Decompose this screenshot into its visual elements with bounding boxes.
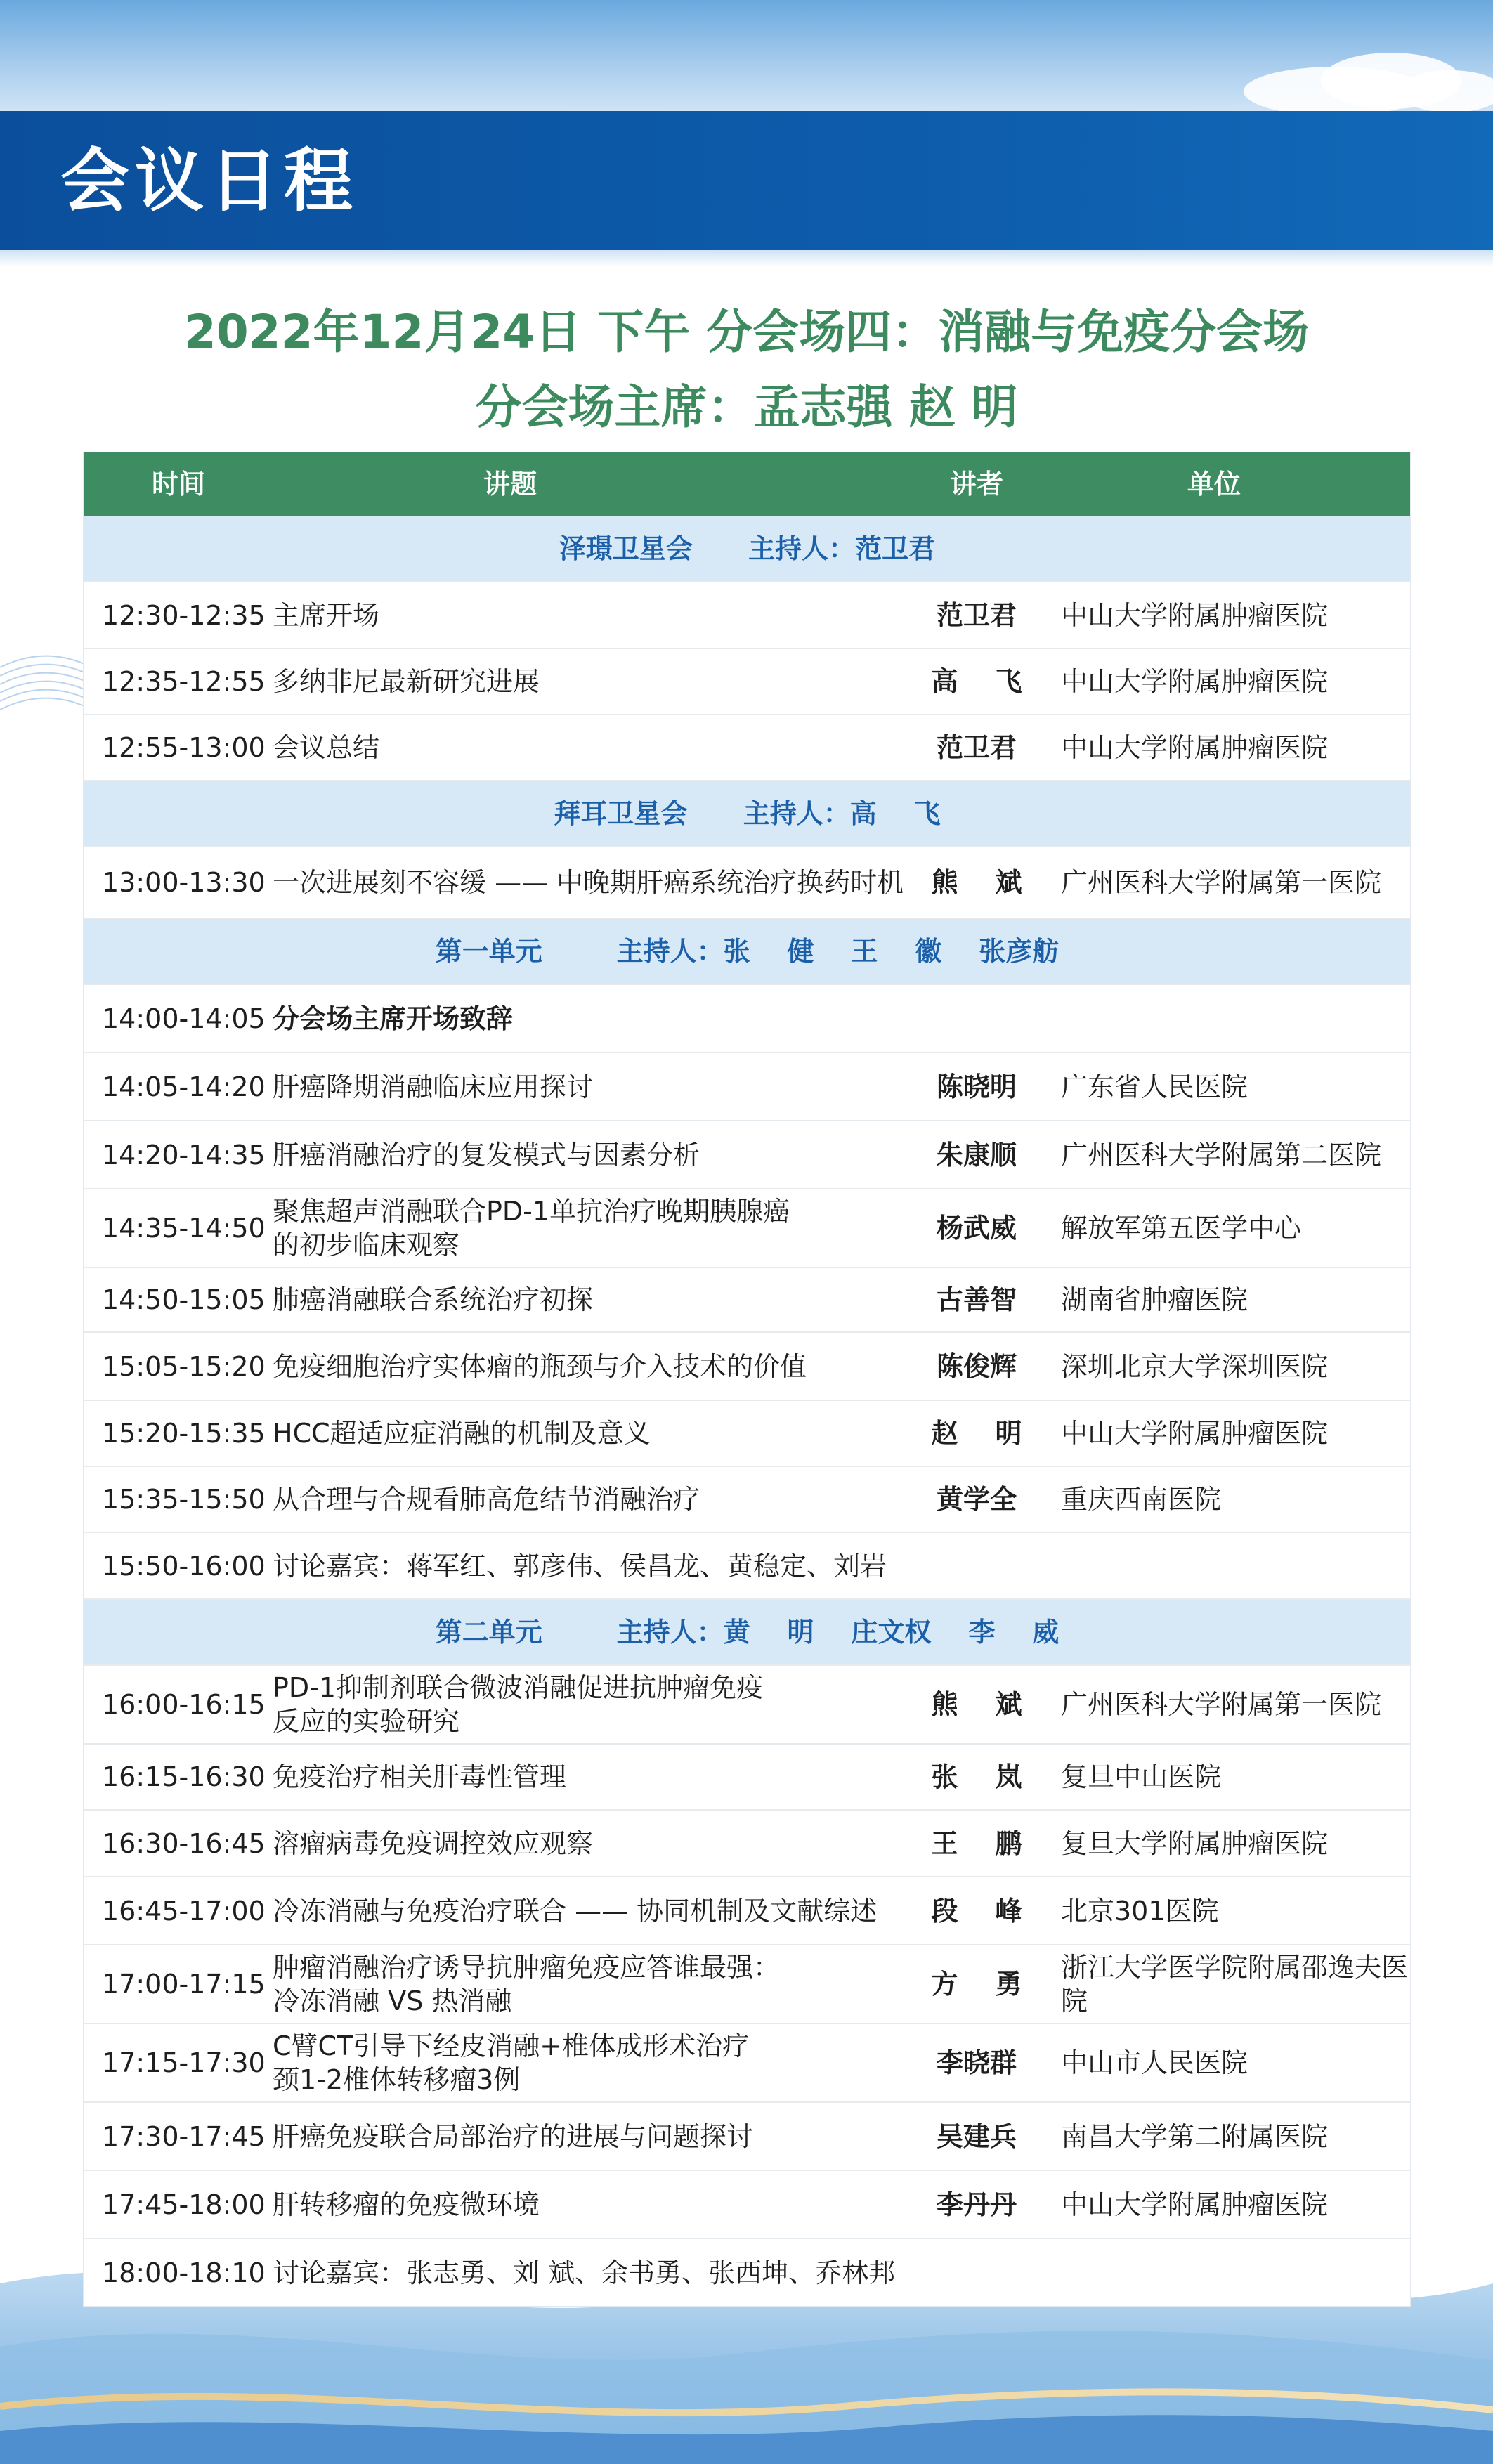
speaker-cell: 王 鹏 (931, 1827, 1022, 1859)
table-row (84, 1533, 1410, 1600)
topic-cell: 分会场主席开场致辞 (273, 1003, 514, 1034)
speaker-cell: 段 峰 (931, 1895, 1022, 1927)
time-cell: 15:20-15:35 (102, 1418, 266, 1449)
speaker-cell: 熊 斌 (931, 867, 1022, 898)
title-bar-shadow (0, 250, 1493, 267)
table-row (84, 2239, 1410, 2307)
time-cell: 15:50-16:00 (102, 1550, 266, 1582)
topic-cell: 肝癌降期消融临床应用探讨 (273, 1071, 594, 1102)
speaker-cell: 张 岚 (931, 1761, 1022, 1792)
topic-cell: 讨论嘉宾：张志勇、刘 斌、余书勇、张西坤、乔林邦 (273, 2257, 896, 2288)
table-row (84, 715, 1410, 781)
column-header-unit: 单位 (1187, 469, 1241, 500)
topic-cell: 讨论嘉宾：蒋军红、郭彦伟、侯昌龙、黄稳定、刘岩 (273, 1550, 887, 1582)
table-row (84, 2024, 1410, 2103)
speaker-cell: 高 飞 (931, 666, 1022, 697)
topic-cell: 会议总结 (273, 732, 380, 763)
unit-cell: 广州医科大学附属第二医院 (1061, 1139, 1382, 1171)
unit-cell: 广州医科大学附属第一医院 (1061, 1689, 1382, 1720)
speaker-cell: 陈俊辉 (936, 1350, 1017, 1382)
unit-cell: 广州医科大学附属第一医院 (1061, 867, 1382, 898)
topic-line: 颈1-2椎体转移瘤3例 (273, 2064, 521, 2095)
table-row (84, 1811, 1410, 1877)
speaker-cell: 范卫君 (936, 599, 1017, 631)
table-row (84, 1467, 1410, 1533)
table-row (84, 985, 1410, 1053)
topic-cell (273, 2029, 913, 2097)
section-label: 第一单元 主持人：张 健 王 徽 张彦舫 (435, 936, 1060, 967)
unit-cell: 深圳北京大学深圳医院 (1061, 1350, 1329, 1382)
table-row (84, 1945, 1410, 2024)
unit-cell: 广东省人民医院 (1061, 1071, 1248, 1102)
column-header-label: 时间 (151, 469, 205, 500)
topic-cell: 肺癌消融联合系统治疗初探 (273, 1284, 594, 1315)
unit-cell: 湖南省肿瘤医院 (1061, 1284, 1248, 1315)
table-row (84, 1053, 1410, 1121)
topic-cell (273, 1950, 913, 2018)
unit-cell: 中山大学附属肿瘤医院 (1061, 732, 1329, 763)
time-cell: 16:15-16:30 (102, 1761, 266, 1792)
topic-line: 的初步临床观察 (273, 1230, 460, 1260)
speaker-cell: 吴建兵 (936, 2120, 1017, 2152)
table-header (84, 452, 1410, 516)
time-cell: 15:05-15:20 (102, 1350, 266, 1382)
topic-cell: 肝癌消融治疗的复发模式与因素分析 (273, 1139, 700, 1171)
table-row (84, 847, 1410, 919)
unit-cell: 南昌大学第二附属医院 (1061, 2120, 1329, 2152)
topic-cell: 多纳非尼最新研究进展 (273, 666, 540, 697)
time-cell: 17:15-17:30 (102, 2047, 266, 2078)
section-header (84, 781, 1410, 847)
table-row (84, 1333, 1410, 1401)
speaker-cell: 李晓群 (936, 2047, 1017, 2078)
speaker-cell: 赵 明 (931, 1418, 1022, 1449)
unit-cell: 中山大学附属肿瘤医院 (1061, 599, 1329, 631)
table-row (84, 582, 1410, 649)
sky-banner (0, 0, 1493, 119)
unit-cell: 中山大学附属肿瘤医院 (1061, 1418, 1329, 1449)
speaker-cell: 朱康顺 (936, 1139, 1017, 1171)
topic-cell: HCC超适应症消融的机制及意义 (273, 1418, 651, 1449)
time-cell: 17:00-17:15 (102, 1969, 266, 2000)
unit-cell: 中山大学附属肿瘤医院 (1061, 2189, 1329, 2220)
topic-cell: 肝癌免疫联合局部治疗的进展与问题探讨 (273, 2120, 754, 2152)
session-heading: 2022年12月24日 下午 分会场四：消融与免疫分会场 (183, 305, 1310, 359)
speaker-cell: 李丹丹 (936, 2189, 1017, 2220)
topic-cell: 主席开场 (273, 599, 380, 631)
column-header-speaker (913, 467, 1040, 501)
unit-cell: 中山市人民医院 (1061, 2047, 1248, 2078)
time-cell: 16:00-16:15 (102, 1689, 266, 1720)
speaker-cell: 范卫君 (936, 732, 1017, 763)
unit-cell: 重庆西南医院 (1061, 1484, 1222, 1515)
unit-cell: 浙江大学医学院附属邵逸夫医院 (1061, 1952, 1409, 2016)
page-title: 会议日程 (60, 141, 359, 221)
section-label: 拜耳卫星会 主持人：高 飞 (554, 798, 941, 829)
unit-cell: 解放军第五医学中心 (1061, 1213, 1302, 1244)
speaker-cell: 古善智 (936, 1284, 1017, 1315)
topic-cell: 免疫治疗相关肝毒性管理 (273, 1761, 567, 1792)
topic-cell: 溶瘤病毒免疫调控效应观察 (273, 1827, 594, 1859)
topic-cell: 从合理与合规看肺高危结节消融治疗 (273, 1484, 700, 1515)
table-row (84, 2103, 1410, 2171)
table-row (84, 1666, 1410, 1745)
topic-cell: 免疫细胞治疗实体瘤的瓶颈与介入技术的价值 (273, 1350, 807, 1382)
time-cell: 14:35-14:50 (102, 1213, 266, 1244)
unit-cell: 复旦大学附属肿瘤医院 (1061, 1827, 1329, 1859)
section-header (84, 1600, 1410, 1666)
topic-line: 反应的实验研究 (273, 1706, 460, 1737)
topic-line: C臂CT引导下经皮消融+椎体成形术治疗 (273, 2030, 750, 2061)
unit-cell: 中山大学附属肿瘤医院 (1061, 666, 1329, 697)
time-cell: 17:45-18:00 (102, 2189, 266, 2220)
table-row (84, 1745, 1410, 1811)
time-cell: 18:00-18:10 (102, 2257, 266, 2288)
speaker-cell: 熊 斌 (931, 1689, 1022, 1720)
time-cell: 17:30-17:45 (102, 2120, 266, 2152)
column-header-label: 讲者 (949, 469, 1003, 500)
table-row (84, 2171, 1410, 2239)
session-chairs: 分会场主席：孟志强 赵 明 (475, 380, 1018, 434)
table-row (84, 1877, 1410, 1945)
column-header-topic: 讲题 (483, 469, 537, 500)
topic-cell: 冷冻消融与免疫治疗联合 —— 协同机制及文献综述 (273, 1895, 878, 1927)
column-header-time (84, 467, 273, 501)
topic-line: 肿瘤消融治疗诱导抗肿瘤免疫应答谁最强： (273, 1952, 781, 1983)
topic-cell: 肝转移瘤的免疫微环境 (273, 2189, 540, 2220)
time-cell: 14:05-14:20 (102, 1071, 266, 1102)
speaker-cell: 黄学全 (936, 1484, 1017, 1515)
time-cell: 14:50-15:05 (102, 1284, 266, 1315)
section-header (84, 516, 1410, 582)
time-cell: 14:00-14:05 (102, 1003, 266, 1034)
table-row (84, 1268, 1410, 1333)
time-cell: 16:30-16:45 (102, 1827, 266, 1859)
speaker-cell: 方 勇 (931, 1969, 1022, 2000)
time-cell: 12:30-12:35 (102, 599, 266, 631)
table-row (84, 1189, 1410, 1268)
table-row (84, 1121, 1410, 1189)
section-header (84, 919, 1410, 985)
time-cell: 12:55-13:00 (102, 732, 266, 763)
unit-cell: 复旦中山医院 (1061, 1761, 1222, 1792)
time-cell: 15:35-15:50 (102, 1484, 266, 1515)
topic-cell (273, 1671, 913, 1738)
speaker-cell: 陈晓明 (936, 1071, 1017, 1102)
topic-cell (273, 1194, 913, 1262)
section-label: 第二单元 主持人：黄 明 庄文权 李 威 (435, 1617, 1060, 1648)
topic-cell: 一次进展刻不容缓 —— 中晚期肝癌系统治疗换药时机 (273, 867, 904, 898)
time-cell: 14:20-14:35 (102, 1139, 266, 1171)
table-row (84, 1401, 1410, 1467)
time-cell: 16:45-17:00 (102, 1895, 266, 1927)
topic-line: PD-1抑制剂联合微波消融促进抗肿瘤免疫 (273, 1672, 764, 1703)
schedule-table (83, 452, 1411, 2307)
section-label: 泽璟卫星会 主持人：范卫君 (559, 533, 936, 564)
time-cell: 13:00-13:30 (102, 867, 266, 898)
unit-cell: 北京301医院 (1061, 1895, 1219, 1927)
title-bar (0, 111, 1493, 250)
speaker-cell: 杨武威 (936, 1213, 1017, 1244)
table-row (84, 649, 1410, 715)
topic-line: 聚焦超声消融联合PD-1单抗治疗晚期胰腺癌 (273, 1196, 790, 1227)
time-cell: 12:35-12:55 (102, 666, 266, 697)
topic-line: 冷冻消融 VS 热消融 (273, 1986, 512, 2016)
